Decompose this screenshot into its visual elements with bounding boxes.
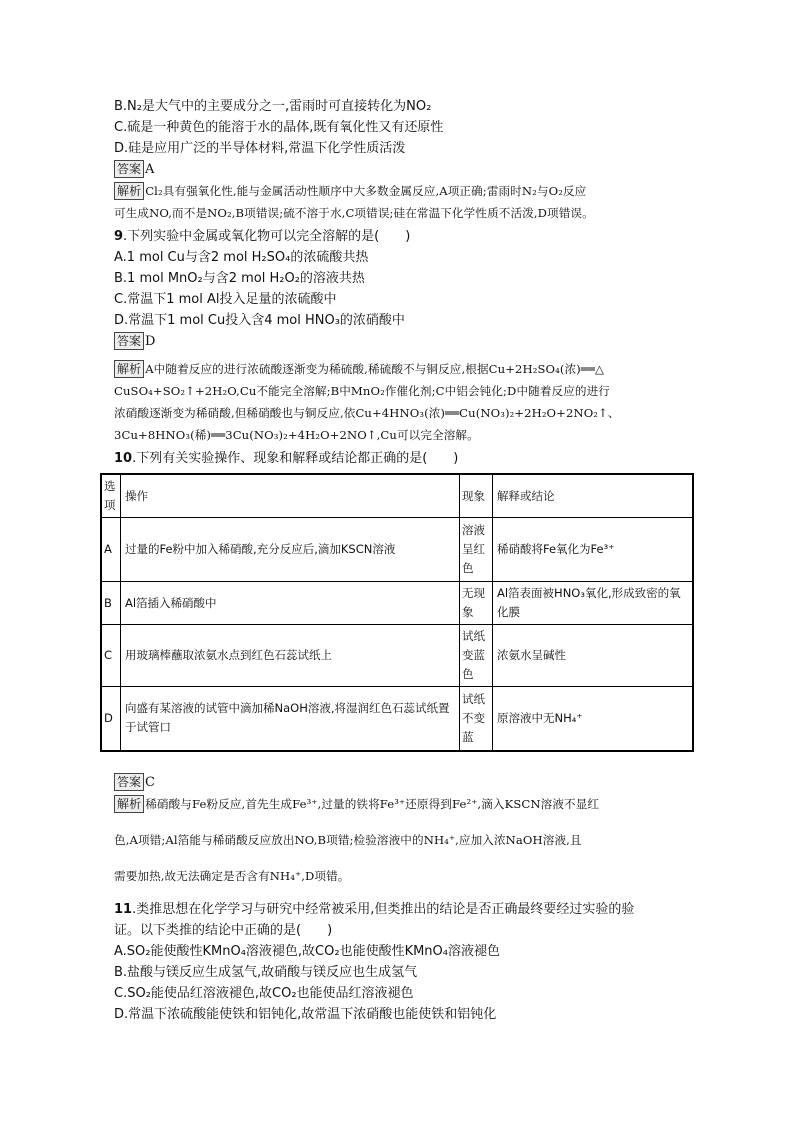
question-text: .下列实验中金属或氧化物可以完全溶解的是( ) (123, 229, 411, 244)
row-conclusion: 浓氨水呈碱性 (493, 625, 694, 687)
q9-option-a: A.1 mol Cu与含2 mol H₂SO₄的浓硫酸共热 (114, 250, 369, 265)
explanation-line: 浓硝酸逐渐变为稀硝酸,但稀硝酸也与铜反应,依Cu+4HNO₃(浓)══Cu(NO₃)₂+2H₂O+2NO₂↑、 (114, 406, 620, 420)
question-number: 11 (114, 901, 133, 917)
explanation-line: 可生成NO,而不是NO₂,B项错误;硫不溶于水,C项错误;硅在常温下化学性质不活泼,D项错误。 (114, 206, 594, 220)
question-text: .下列有关实验操作、现象和解释或结论都正确的是( ) (132, 451, 459, 466)
table-header-row (101, 474, 693, 518)
row-option: C (101, 625, 121, 687)
row-conclusion: 稀硝酸将Fe氧化为Fe³⁺ (493, 518, 694, 582)
q8-answer (114, 159, 694, 180)
q9-option-d: D.常温下1 mol Cu投入含4 mol HNO₃的浓硝酸中 (114, 313, 405, 328)
q10-stem (114, 448, 694, 469)
row-option: D (101, 687, 121, 751)
document-page (104, 96, 694, 1025)
explanation-tag: 解析 (114, 795, 144, 813)
row-phenomenon: 试纸变蓝色 (460, 625, 493, 687)
table-row (101, 582, 693, 625)
q9-stem (114, 226, 694, 247)
answer-tag: 答案 (114, 332, 144, 350)
answer-value: A (145, 162, 155, 177)
row-operation: 过量的Fe粉中加入稀硝酸,充分反应后,滴加KSCN溶液 (121, 518, 460, 582)
q8-explanation (114, 180, 694, 224)
q8-option-d: D.硅是应用广泛的半导体材料,常温下化学性质活泼 (114, 141, 406, 156)
explanation-line: CuSO₄+SO₂↑+2H₂O,Cu不能完全溶解;B中MnO₂作催化剂;C中铝会钝化;D中随着反应的进行 (114, 384, 610, 398)
q11-option-b: B.盐酸与镁反应生成氢气,故硝酸与镁反应也生成氢气 (114, 964, 418, 980)
q10-explanation (114, 793, 694, 887)
question-number: 10 (114, 451, 133, 466)
q11-option-d: D.常温下浓硫酸能使铁和铝钝化,故常温下浓硝酸也能使铁和铝钝化 (114, 1006, 497, 1022)
q11-stem (114, 899, 694, 920)
answer-value: C (145, 774, 155, 790)
header-option: 选项 (101, 474, 121, 518)
row-phenomenon: 溶液呈红色 (460, 518, 493, 582)
explanation-tag: 解析 (114, 182, 144, 200)
q9-option-c: C.常温下1 mol Al投入足量的浓硫酸中 (114, 292, 337, 307)
explanation-tag: 解析 (114, 360, 144, 378)
explanation-line: A中随着反应的进行浓硫酸逐渐变为稀硫酸,稀硫酸不与铜反应,根据Cu+2H₂SO₄(浓)══△ (145, 362, 604, 376)
explanation-line: 色,A项错;Al箔能与稀硝酸反应放出NO,B项错;检验溶液中的NH₄⁺,应加入浓NaOH溶液,且 (114, 832, 582, 847)
q9-answer (114, 331, 694, 352)
q11-stem-cont: 证。以下类推的结论中正确的是( ) (114, 922, 333, 938)
row-conclusion: Al箔表面被HNO₃氧化,形成致密的氧化膜 (493, 582, 694, 625)
explanation-line: 稀硝酸与Fe粉反应,首先生成Fe³⁺,过量的铁将Fe³⁺还原得到Fe²⁺,滴入KSCN溶液不显红 (145, 796, 600, 811)
q10-answer (114, 772, 694, 793)
row-operation: 用玻璃棒蘸取浓氨水点到红色石蕊试纸上 (121, 625, 460, 687)
row-phenomenon: 无现象 (460, 582, 493, 625)
header-phenomenon: 现象 (460, 474, 493, 518)
question-number: 9 (114, 229, 124, 244)
explanation-line: 3Cu+8HNO₃(稀)══3Cu(NO₃)₂+4H₂O+2NO↑,Cu可以完全溶解。 (114, 428, 479, 442)
answer-tag: 答案 (114, 160, 144, 178)
q11-option-a: A.SO₂能使酸性KMnO₄溶液褪色,故CO₂也能使酸性KMnO₄溶液褪色 (114, 943, 500, 959)
table-row (101, 518, 693, 582)
table-row (101, 687, 693, 751)
row-operation: Al箔插入稀硝酸中 (121, 582, 460, 625)
explanation-line: Cl₂具有强氧化性,能与金属活动性顺序中大多数金属反应,A项正确;雷雨时N₂与O₂反应 (145, 184, 587, 198)
explanation-line: 需要加热,故无法确定是否含有NH₄⁺,D项错。 (114, 868, 350, 883)
spacer (114, 752, 694, 772)
question-text: .类推思想在化学学习与研究中经常被采用,但类推出的结论是否正确最终要经过实验的验 (132, 901, 635, 917)
q9-option-b: B.1 mol MnO₂与含2 mol H₂O₂的溶液共热 (114, 271, 365, 286)
q8-option-c: C.硫是一种黄色的能溶于水的晶体,既有氧化性又有还原性 (114, 120, 444, 135)
q10-table (100, 473, 694, 752)
table-row (101, 625, 693, 687)
q9-explanation (114, 358, 694, 446)
header-conclusion: 解释或结论 (493, 474, 694, 518)
row-conclusion: 原溶液中无NH₄⁺ (493, 687, 694, 751)
answer-value: D (145, 334, 156, 349)
row-option: A (101, 518, 121, 582)
row-operation: 向盛有某溶液的试管中滴加稀NaOH溶液,将湿润红色石蕊试纸置于试管口 (121, 687, 460, 751)
row-option: B (101, 582, 121, 625)
row-phenomenon: 试纸不变蓝 (460, 687, 493, 751)
q11-option-c: C.SO₂能使品红溶液褪色,故CO₂也能使品红溶液褪色 (114, 985, 414, 1001)
header-operation: 操作 (121, 474, 460, 518)
q8-option-b: B.N₂是大气中的主要成分之一,雷雨时可直接转化为NO₂ (114, 99, 432, 114)
answer-tag: 答案 (114, 773, 144, 791)
